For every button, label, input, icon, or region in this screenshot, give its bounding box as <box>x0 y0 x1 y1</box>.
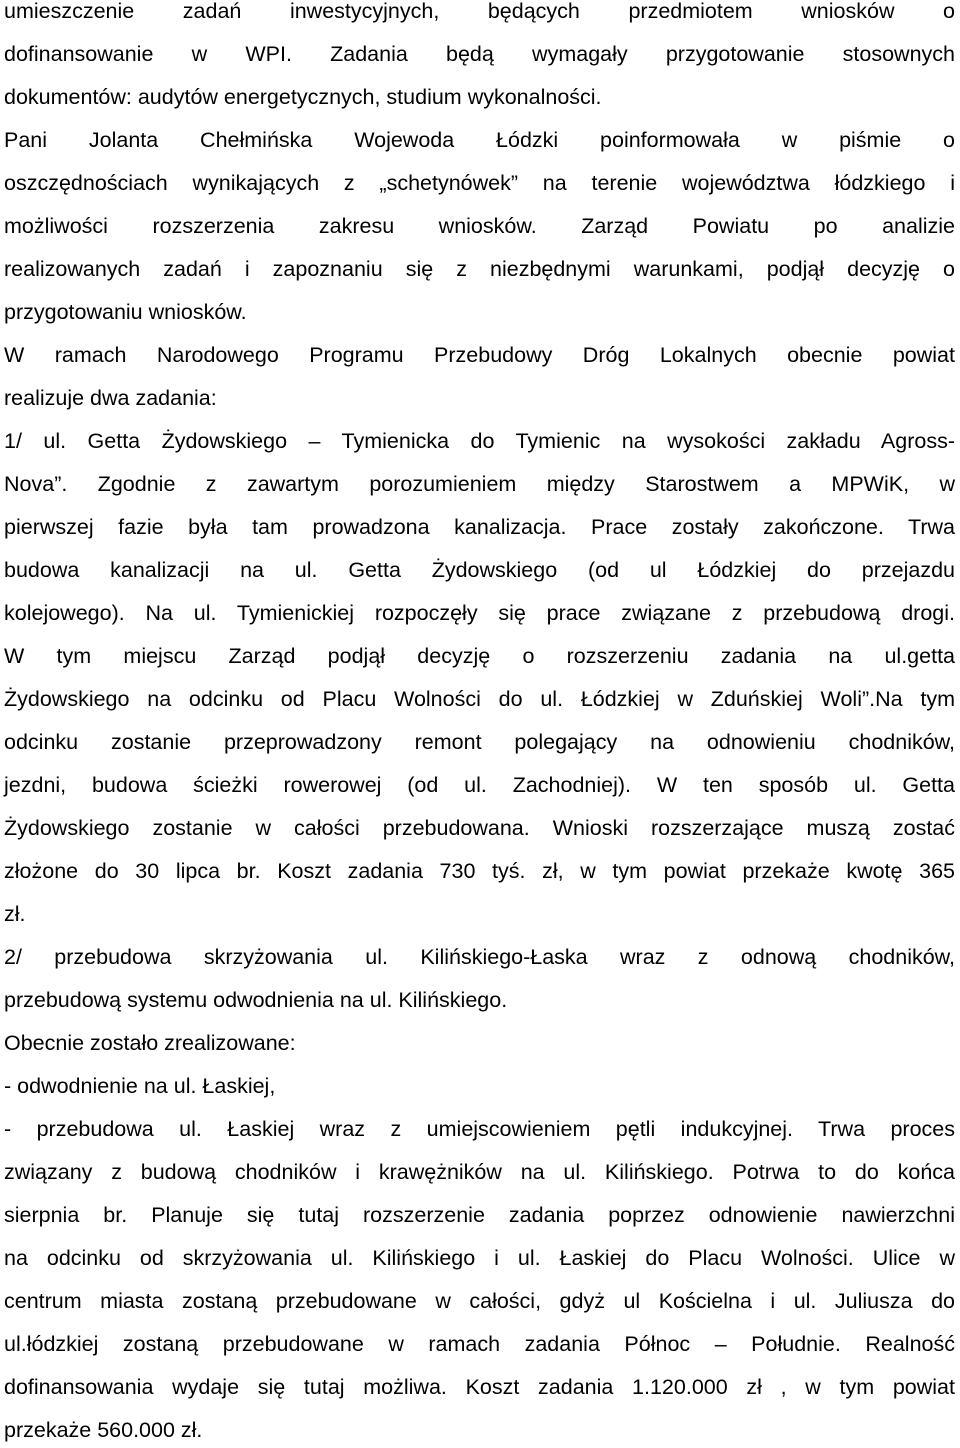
text-line: dofinansowania wydaje się tutaj możliwa. Koszt zadania 1.120.000 zł , w tym powiat <box>4 1375 955 1399</box>
text-line: dofinansowanie w WPI. Zadania będą wymagały przygotowanie stosownych <box>4 42 955 66</box>
text-line: Nova”. Zgodnie z zawartym porozumieniem między Starostwem a MPWiK, w <box>4 472 955 496</box>
text-line: - przebudowa ul. Łaskiej wraz z umiejscowieniem pętli indukcyjnej. Trwa proces <box>4 1117 955 1141</box>
text-line: realizowanych zadań i zapoznaniu się z niezbędnymi warunkami, podjął decyzję o <box>4 257 955 281</box>
text-line: umieszczenie zadań inwestycyjnych, będących przedmiotem wniosków o <box>4 0 955 23</box>
text-line: złożone do 30 lipca br. Koszt zadania 730 tyś. zł, w tym powiat przekaże kwotę 365 <box>4 859 955 883</box>
text-line: 2/ przebudowa skrzyżowania ul. Kilińskiego-Łaska wraz z odnową chodników, <box>4 945 955 969</box>
text-line: przebudową systemu odwodnienia na ul. Kilińskiego. <box>4 988 508 1012</box>
text-line: Żydowskiego na odcinku od Placu Wolności do ul. Łódzkiej w Zduńskiej Woli”.Na tym <box>4 687 955 711</box>
text-line: - odwodnienie na ul. Łaskiej, <box>4 1074 276 1098</box>
text-line: oszczędnościach wynikających z „schetynówek” na terenie województwa łódzkiego i <box>4 171 955 195</box>
text-line: 1/ ul. Getta Żydowskiego – Tymienicka do Tymienic na wysokości zakładu Agross- <box>4 429 955 453</box>
text-line: centrum miasta zostaną przebudowane w całości, gdyż ul Kościelna i ul. Juliusza do <box>4 1289 955 1313</box>
text-line: realizuje dwa zadania: <box>4 386 217 410</box>
text-line: pierwszej fazie była tam prowadzona kanalizacja. Prace zostały zakończone. Trwa <box>4 515 955 539</box>
text-line: budowa kanalizacji na ul. Getta Żydowskiego (od ul Łódzkiej do przejazdu <box>4 558 955 582</box>
text-line: ul.łódzkiej zostaną przebudowane w ramach zadania Północ – Południe. Realność <box>4 1332 955 1356</box>
text-line: Żydowskiego zostanie w całości przebudowana. Wnioski rozszerzające muszą zostać <box>4 816 955 840</box>
text-line: zł. <box>4 902 26 926</box>
text-line: W tym miejscu Zarząd podjął decyzję o rozszerzeniu zadania na ul.getta <box>4 644 955 668</box>
text-line: dokumentów: audytów energetycznych, studium wykonalności. <box>4 85 602 109</box>
text-line: możliwości rozszerzenia zakresu wniosków. Zarząd Powiatu po analizie <box>4 214 955 238</box>
text-line: przygotowaniu wniosków. <box>4 300 247 324</box>
text-line: Obecnie zostało zrealizowane: <box>4 1031 296 1055</box>
text-line: sierpnia br. Planuje się tutaj rozszerzenie zadania poprzez odnowienie nawierzchni <box>4 1203 955 1227</box>
text-line: przekaże 560.000 zł. <box>4 1418 203 1442</box>
text-line: jezdni, budowa ścieżki rowerowej (od ul. Zachodniej). W ten sposób ul. Getta <box>4 773 955 797</box>
text-line: kolejowego). Na ul. Tymienickiej rozpoczęły się prace związane z przebudową drogi. <box>4 601 955 625</box>
text-line: na odcinku od skrzyżowania ul. Kilińskiego i ul. Łaskiej do Placu Wolności. Ulice w <box>4 1246 955 1270</box>
text-line: W ramach Narodowego Programu Przebudowy Dróg Lokalnych obecnie powiat <box>4 343 955 367</box>
text-line: Pani Jolanta Chełmińska Wojewoda Łódzki poinformowała w piśmie o <box>4 128 955 152</box>
text-line: odcinku zostanie przeprowadzony remont polegający na odnowieniu chodników, <box>4 730 955 754</box>
text-line: związany z budową chodników i krawężników na ul. Kilińskiego. Potrwa to do końca <box>4 1160 955 1184</box>
